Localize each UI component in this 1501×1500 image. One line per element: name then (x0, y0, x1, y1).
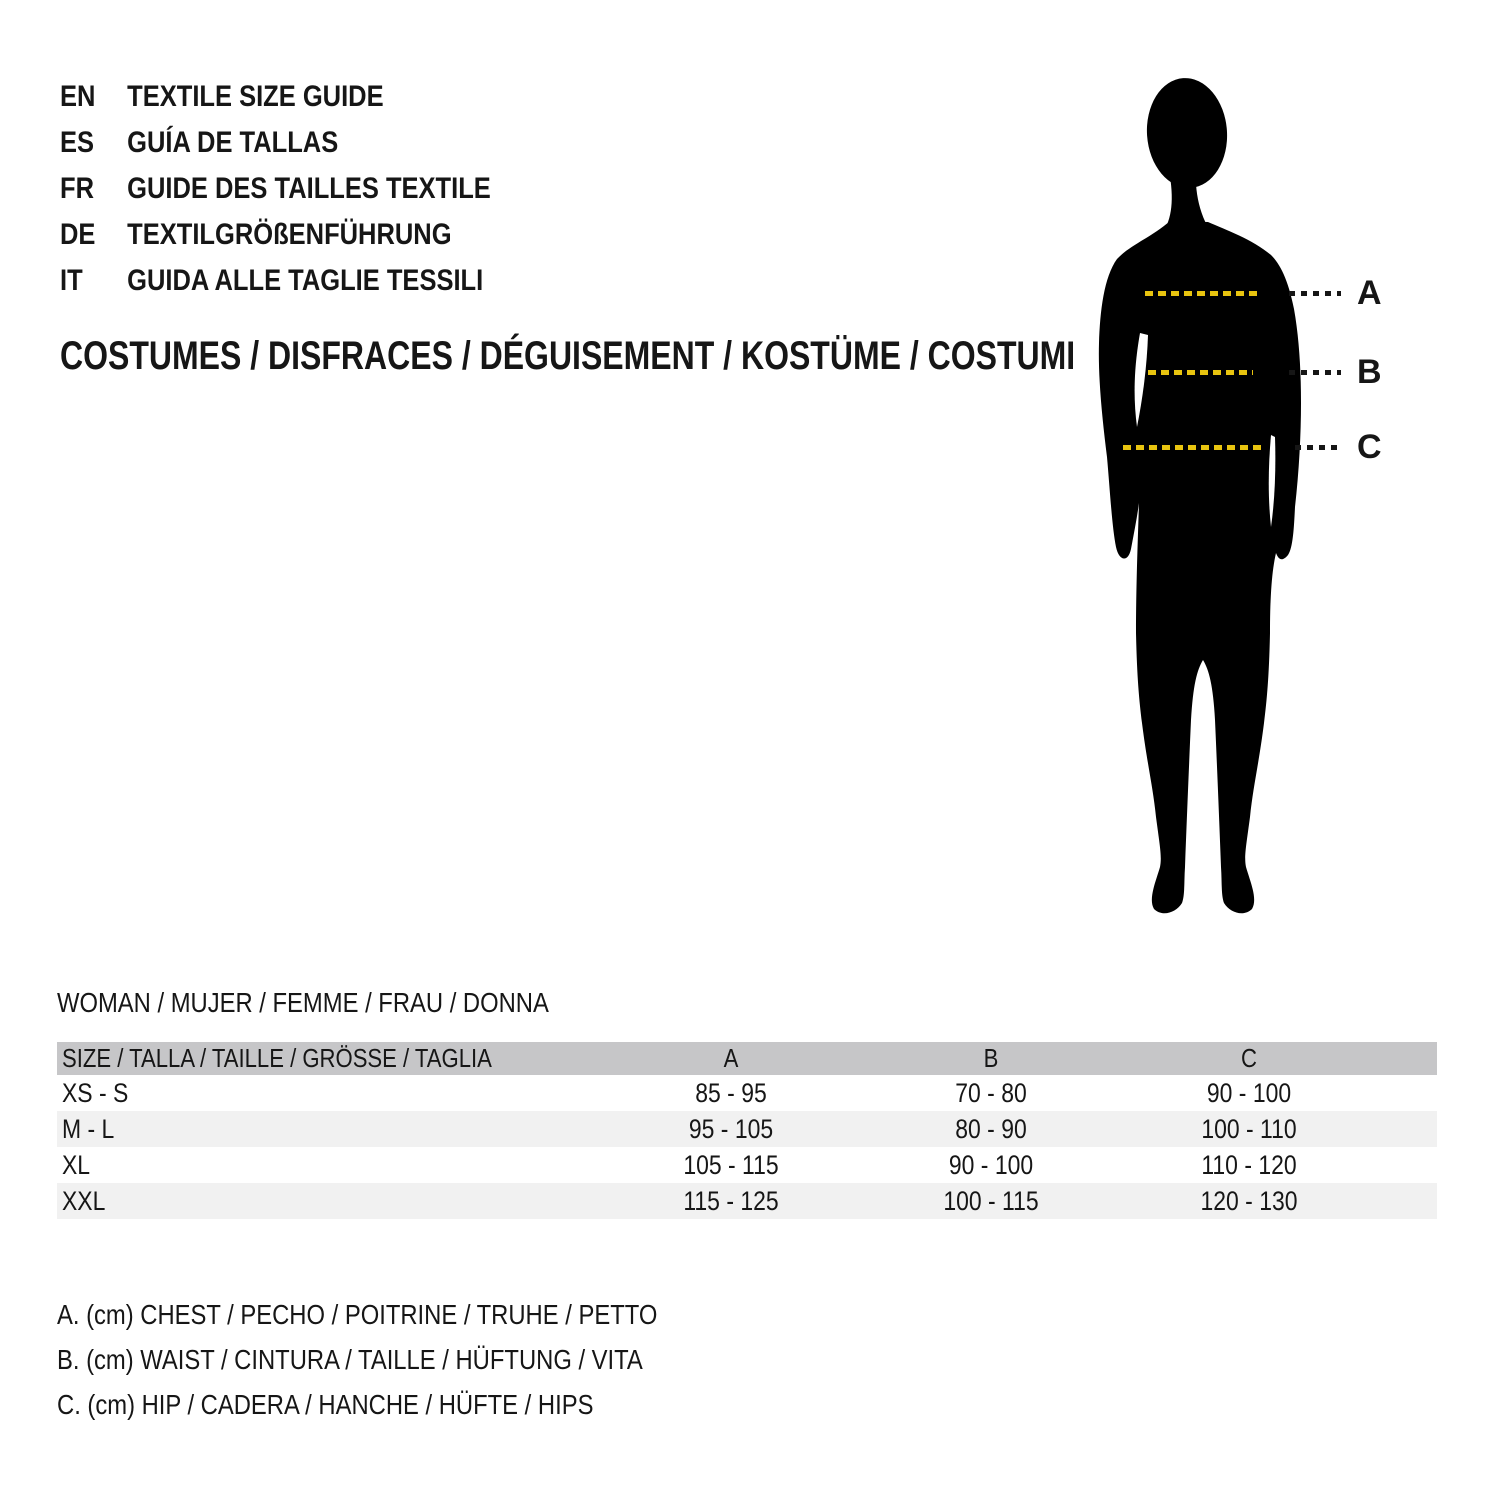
lang-label: GUIDA ALLE TAGLIE TESSILI (127, 264, 484, 297)
size-cell: XS - S (62, 1078, 129, 1108)
lang-code: IT (60, 264, 83, 297)
header-col-a: A (723, 1043, 739, 1073)
waist-cell: 80 - 90 (955, 1114, 1027, 1144)
hip-cell: 120 - 130 (1200, 1186, 1298, 1216)
table-row (57, 1111, 1437, 1147)
lang-label: TEXTILE SIZE GUIDE (127, 80, 384, 113)
lang-code: FR (60, 172, 94, 205)
hip-cell: 110 - 120 (1201, 1150, 1297, 1180)
lang-label: TEXTILGRÖßENFÜHRUNG (127, 218, 452, 251)
table-section-title (57, 988, 636, 1018)
chest-cell: 115 - 125 (683, 1186, 779, 1216)
waist-label: B (1357, 353, 1382, 391)
table-header-row (57, 1042, 1437, 1075)
waist-cell: 70 - 80 (955, 1078, 1027, 1108)
category-heading: COSTUMES / DISFRACES / DÉGUISEMENT / KOSTÜME / COSTUMI (60, 334, 1076, 378)
table-row (57, 1075, 1437, 1111)
header-col-c: C (1241, 1043, 1257, 1073)
size-cell: XXL (62, 1186, 106, 1216)
table-row (57, 1147, 1437, 1183)
waist-cell: 100 - 115 (943, 1186, 1039, 1216)
size-cell: M - L (62, 1114, 115, 1144)
lang-row-it (60, 258, 491, 304)
waist-line-body (1148, 370, 1253, 375)
lang-label: GUÍA DE TALLAS (127, 126, 339, 159)
lang-row-es (60, 120, 491, 166)
waist-line-callout (1289, 370, 1341, 375)
hip-label: C (1357, 428, 1382, 466)
hip-line-callout (1295, 445, 1341, 450)
legend-waist: B. (cm) WAIST / CINTURA / TAILLE / HÜFTUNG / VITA (57, 1344, 643, 1375)
lang-code: ES (60, 126, 95, 159)
lang-row-en (60, 74, 491, 120)
hip-line-body (1123, 445, 1265, 450)
measurement-legend (57, 1292, 763, 1427)
chest-line-body (1145, 291, 1257, 296)
legend-hip: C. (cm) HIP / CADERA / HANCHE / HÜFTE / HIPS (57, 1389, 594, 1420)
chest-line-callout (1289, 291, 1341, 296)
chest-cell: 85 - 95 (695, 1078, 767, 1108)
legend-chest: A. (cm) CHEST / PECHO / POITRINE / TRUHE / PETTO (57, 1299, 658, 1330)
chest-cell: 95 - 105 (688, 1114, 774, 1144)
lang-code: EN (60, 80, 96, 113)
lang-row-fr (60, 166, 491, 212)
header-size-column: SIZE / TALLA / TAILLE / GRÖSSE / TAGLIA (62, 1043, 492, 1073)
lang-code: DE (60, 218, 96, 251)
size-cell: XL (62, 1150, 91, 1180)
chest-label: A (1357, 274, 1382, 312)
hip-cell: 100 - 110 (1201, 1114, 1297, 1144)
size-table (57, 1042, 1437, 1219)
chest-cell: 105 - 115 (683, 1150, 779, 1180)
gap-legs (1190, 667, 1211, 915)
woman-silhouette (1090, 75, 1350, 925)
hip-cell: 90 - 100 (1206, 1078, 1292, 1108)
lang-row-de (60, 212, 491, 258)
table-row (57, 1183, 1437, 1219)
header-col-b: B (983, 1043, 999, 1073)
language-title-list (60, 74, 567, 304)
waist-cell: 90 - 100 (948, 1150, 1034, 1180)
lang-label: GUIDE DES TAILLES TEXTILE (127, 172, 491, 205)
table-section-title-text: WOMAN / MUJER / FEMME / FRAU / DONNA (57, 987, 549, 1018)
